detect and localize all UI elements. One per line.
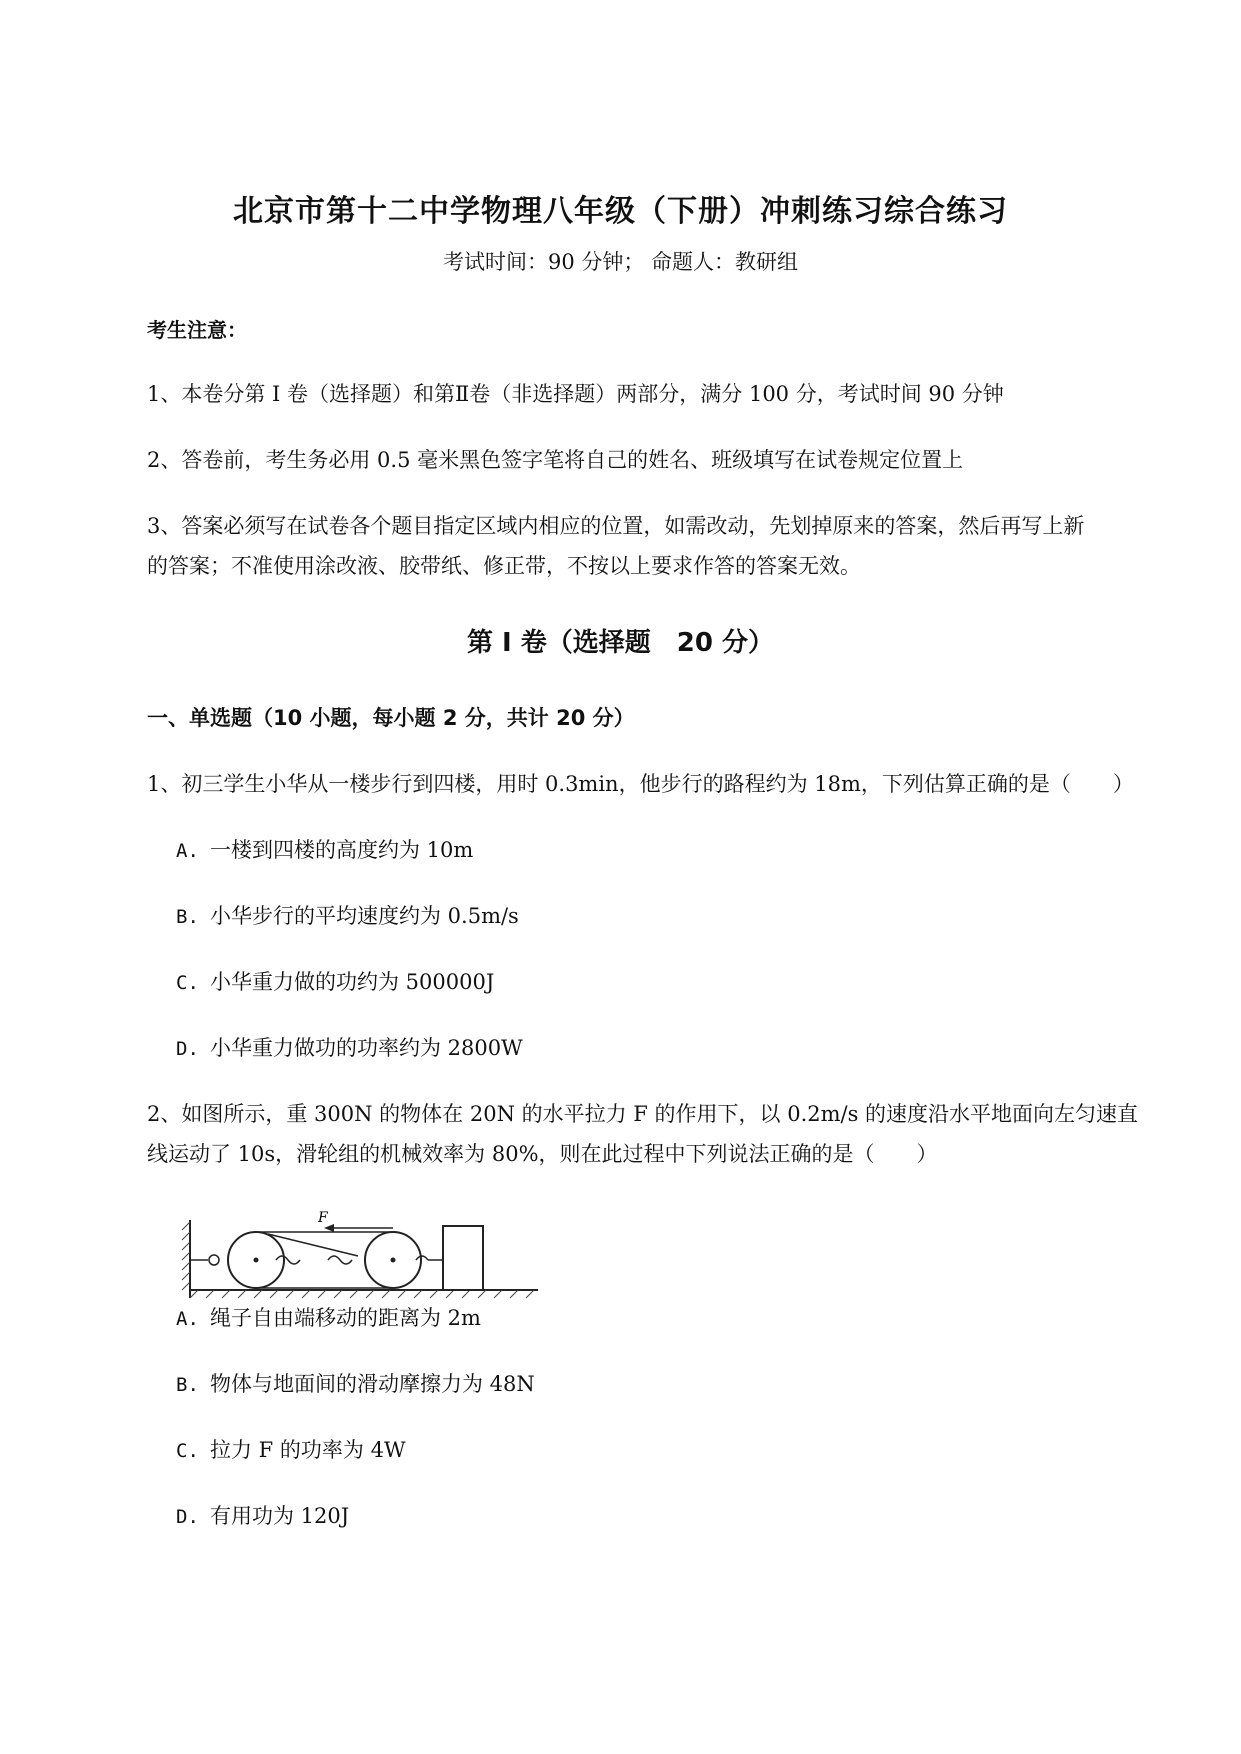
wall-hatch — [182, 1222, 190, 1290]
notice-heading: 考生注意： — [147, 318, 247, 342]
option-letter: C. — [176, 1440, 199, 1462]
option-c — [176, 1434, 406, 1464]
question-stem: 1、初三学生小华从一楼步行到四楼，用时 0.3min，他步行的路程约为 18m，下列估算正确的是（ ） — [147, 772, 1134, 796]
option-text: 拉力 F 的功率为 4W — [210, 1438, 406, 1462]
option-b — [176, 1368, 535, 1398]
option-text: 小华重力做功的功率约为 2800W — [210, 1036, 523, 1060]
option-a — [176, 1302, 481, 1332]
option-d — [176, 1500, 349, 1530]
option-text: 一楼到四楼的高度约为 10m — [210, 838, 474, 862]
question-stem: 线运动了 10s，滑轮组的机械效率为 80%，则在此过程中下列说法正确的是（ ） — [147, 1142, 938, 1166]
option-b — [176, 900, 519, 930]
question-stem: 2、如图所示，重 300N 的物体在 20N 的水平拉力 F 的作用下，以 0.2m/s 的速度沿水平地面向左匀速直 — [147, 1102, 1139, 1126]
option-a — [176, 834, 473, 864]
notice-item: 3、答案必须写在试卷各个题目指定区域内相应的位置，如需改动，先划掉原来的答案，然后再写上新 — [147, 514, 1085, 538]
option-d — [176, 1032, 523, 1062]
exam-info: 考试时间：90 分钟； 命题人：教研组 — [442, 250, 799, 274]
ground-hatch — [190, 1290, 534, 1298]
option-letter: D. — [176, 1506, 199, 1528]
section-title: 第 I 卷（选择题 20 分） — [466, 628, 774, 658]
notice-item: 2、答卷前，考生务必用 0.5 毫米黑色签字笔将自己的姓名、班级填写在试卷规定位置上 — [147, 448, 964, 472]
option-letter: A. — [176, 1308, 199, 1330]
force-label: F — [318, 1210, 328, 1226]
notice-item: 1、本卷分第 I 卷（选择题）和第Ⅱ卷（非选择题）两部分，满分 100 分，考试时间 90 分钟 — [147, 382, 1004, 406]
option-text: 有用功为 120J — [210, 1504, 350, 1528]
block — [443, 1226, 483, 1290]
section-subheading: 一、单选题（10 小题，每小题 2 分，共计 20 分） — [147, 706, 635, 730]
option-letter: B. — [176, 1374, 199, 1396]
option-text: 物体与地面间的滑动摩擦力为 48N — [210, 1372, 535, 1396]
option-letter: D. — [176, 1038, 199, 1060]
page-title: 北京市第十二中学物理八年级（下册）冲刺练习综合练习 — [233, 194, 1008, 229]
option-text: 小华重力做的功约为 500000J — [210, 970, 495, 994]
option-letter: A. — [176, 840, 199, 862]
notice-item: 的答案；不准使用涂改液、胶带纸、修正带，不按以上要求作答的答案无效。 — [147, 554, 861, 578]
option-text: 绳子自由端移动的距离为 2m — [210, 1306, 481, 1330]
option-letter: C. — [176, 972, 199, 994]
option-letter: B. — [176, 906, 199, 928]
option-text: 小华步行的平均速度约为 0.5m/s — [210, 904, 519, 928]
pulley-diagram — [178, 1208, 538, 1300]
option-c — [176, 966, 494, 996]
